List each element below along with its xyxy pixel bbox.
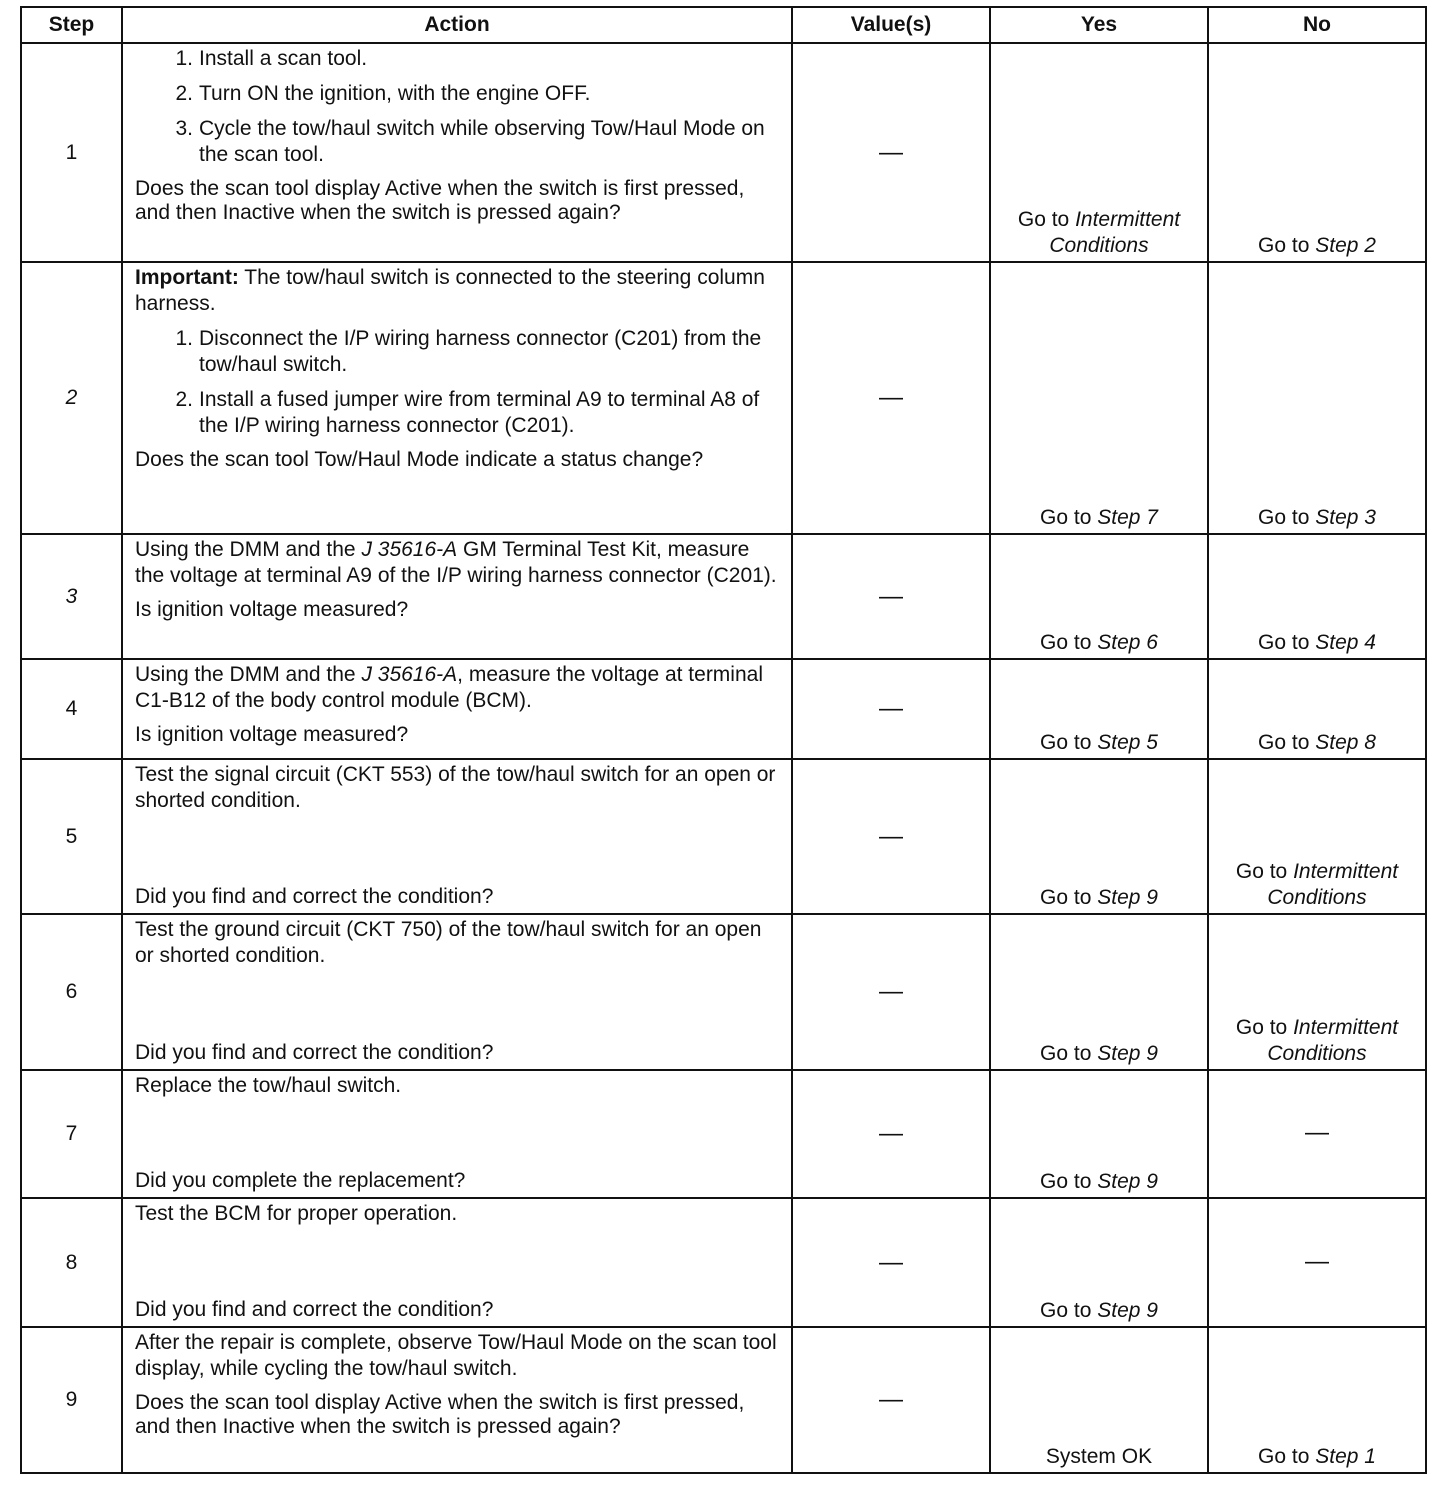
action-list — [135, 46, 781, 168]
action-question: Did you find and correct the condition? — [135, 1041, 494, 1064]
action-cell — [122, 659, 792, 759]
yes-reference: Step 5 — [1097, 731, 1158, 754]
table-header-row — [21, 7, 1426, 43]
action-question: Did you complete the replacement? — [135, 1169, 466, 1192]
action-text: Test the ground circuit (CKT 750) of the tow/haul switch for an open or shorted condition. — [135, 918, 762, 967]
action-text: Using the DMM and the J 35616-A, measure the voltage at terminal C1-B12 of the body control module (BCM). — [135, 663, 763, 712]
list-item: 2. Turn ON the ignition, with the engine OFF. — [175, 82, 591, 105]
action-cell — [122, 759, 792, 914]
header-no: No — [1208, 7, 1426, 43]
table-row — [21, 534, 1426, 659]
yes-cell: Go to Step 9 — [990, 1198, 1208, 1327]
no-reference: Step 2 — [1315, 234, 1376, 257]
value-cell: — — [792, 914, 990, 1070]
value-cell: — — [792, 659, 990, 759]
action-cell — [122, 262, 792, 534]
table-row — [21, 1327, 1426, 1473]
action-list — [135, 326, 781, 439]
value-cell: — — [792, 534, 990, 659]
action-cell — [122, 1327, 792, 1473]
action-question: Does the scan tool display Active when the switch is first pressed, and then Inactive when the switch is pressed again? — [135, 177, 745, 224]
action-question: Is ignition voltage measured? — [135, 598, 409, 621]
no-cell: Go to Step 2 — [1208, 43, 1426, 262]
no-cell: Go to Step 3 — [1208, 262, 1426, 534]
action-cell — [122, 1198, 792, 1327]
yes-reference: Step 7 — [1097, 506, 1158, 529]
table-row — [21, 1070, 1426, 1198]
step-number: 4 — [21, 659, 122, 759]
step-number: 1 — [21, 43, 122, 262]
no-cell: Go to Step 1 — [1208, 1327, 1426, 1473]
no-reference: Step 4 — [1315, 631, 1376, 654]
header-step: Step — [21, 7, 122, 43]
no-reference: Step 1 — [1315, 1445, 1376, 1468]
no-reference: Step 3 — [1315, 506, 1376, 529]
action-text: Test the BCM for proper operation. — [135, 1202, 458, 1225]
action-cell — [122, 534, 792, 659]
important-label: Important: — [135, 266, 239, 289]
action-question: Did you find and correct the condition? — [135, 1298, 494, 1321]
tool-reference: J 35616-A — [361, 663, 458, 686]
step-number: 7 — [21, 1070, 122, 1198]
yes-reference: Step 9 — [1097, 1170, 1158, 1193]
value-cell: — — [792, 1198, 990, 1327]
action-text: Replace the tow/haul switch. — [135, 1074, 402, 1097]
no-reference: Intermittent Conditions — [1267, 1016, 1399, 1065]
yes-reference: Step 9 — [1097, 1299, 1158, 1322]
table-row — [21, 43, 1426, 262]
step-number: 3 — [21, 534, 122, 659]
list-item: 1. Disconnect the I/P wiring harness connector (C201) from the tow/haul switch. — [175, 327, 762, 376]
value-cell: — — [792, 43, 990, 262]
step-number: 8 — [21, 1198, 122, 1327]
value-cell: — — [792, 1070, 990, 1198]
table-row — [21, 659, 1426, 759]
header-action: Action — [122, 7, 792, 43]
action-cell — [122, 914, 792, 1070]
no-cell: Go to Step 4 — [1208, 534, 1426, 659]
yes-cell: System OK — [990, 1327, 1208, 1473]
no-reference: Intermittent Conditions — [1267, 860, 1399, 909]
yes-cell: Go to Step 7 — [990, 262, 1208, 534]
yes-reference: Step 9 — [1097, 1042, 1158, 1065]
value-cell: — — [792, 759, 990, 914]
no-cell: Go to Step 8 — [1208, 659, 1426, 759]
yes-cell: Go to Step 9 — [990, 1070, 1208, 1198]
table-row — [21, 759, 1426, 914]
action-cell — [122, 1070, 792, 1198]
list-item: 1. Install a scan tool. — [175, 47, 368, 70]
yes-cell: Go to Step 9 — [990, 759, 1208, 914]
header-yes: Yes — [990, 7, 1208, 43]
tool-reference: J 35616-A — [361, 538, 458, 561]
step-number: 5 — [21, 759, 122, 914]
list-item: 3. Cycle the tow/haul switch while observing Tow/Haul Mode on the scan tool. — [175, 117, 765, 166]
step-number: 9 — [21, 1327, 122, 1473]
table-row — [21, 1198, 1426, 1327]
yes-reference: Intermittent Conditions — [1049, 208, 1181, 257]
action-text: After the repair is complete, observe Tow/Haul Mode on the scan tool display, while cycling the tow/haul switch. — [135, 1331, 777, 1380]
action-cell — [122, 43, 792, 262]
yes-cell: Go to Step 5 — [990, 659, 1208, 759]
no-cell: Go to Intermittent Conditions — [1208, 914, 1426, 1070]
action-question: Is ignition voltage measured? — [135, 723, 409, 746]
no-cell: — — [1208, 1198, 1426, 1327]
important-note: Important: The tow/haul switch is connected to the steering column harness. — [135, 266, 765, 315]
yes-cell: Go to Step 6 — [990, 534, 1208, 659]
value-cell: — — [792, 1327, 990, 1473]
action-question: Does the scan tool Tow/Haul Mode indicate a status change? — [135, 448, 704, 471]
value-cell: — — [792, 262, 990, 534]
step-number: 6 — [21, 914, 122, 1070]
step-number: 2 — [21, 262, 122, 534]
header-values: Value(s) — [792, 7, 990, 43]
action-text: Using the DMM and the J 35616-A GM Terminal Test Kit, measure the voltage at terminal A9 of the I/P wiring harness connector (C201). — [135, 538, 777, 587]
diagnostic-table — [20, 6, 1427, 1474]
no-reference: Step 8 — [1315, 731, 1376, 754]
no-cell: — — [1208, 1070, 1426, 1198]
no-cell: Go to Intermittent Conditions — [1208, 759, 1426, 914]
table-row — [21, 262, 1426, 534]
action-question: Did you find and correct the condition? — [135, 885, 494, 908]
action-question: Does the scan tool display Active when the switch is first pressed, and then Inactive when the switch is pressed again? — [135, 1391, 745, 1438]
yes-reference: Step 9 — [1097, 886, 1158, 909]
table-row — [21, 914, 1426, 1070]
action-text: Test the signal circuit (CKT 553) of the tow/haul switch for an open or shorted condition. — [135, 763, 776, 812]
yes-reference: Step 6 — [1097, 631, 1158, 654]
yes-cell: Go to Step 9 — [990, 914, 1208, 1070]
list-item: 2. Install a fused jumper wire from terminal A9 to terminal A8 of the I/P wiring harness connector (C201). — [175, 388, 760, 437]
yes-cell: Go to Intermittent Conditions — [990, 43, 1208, 262]
